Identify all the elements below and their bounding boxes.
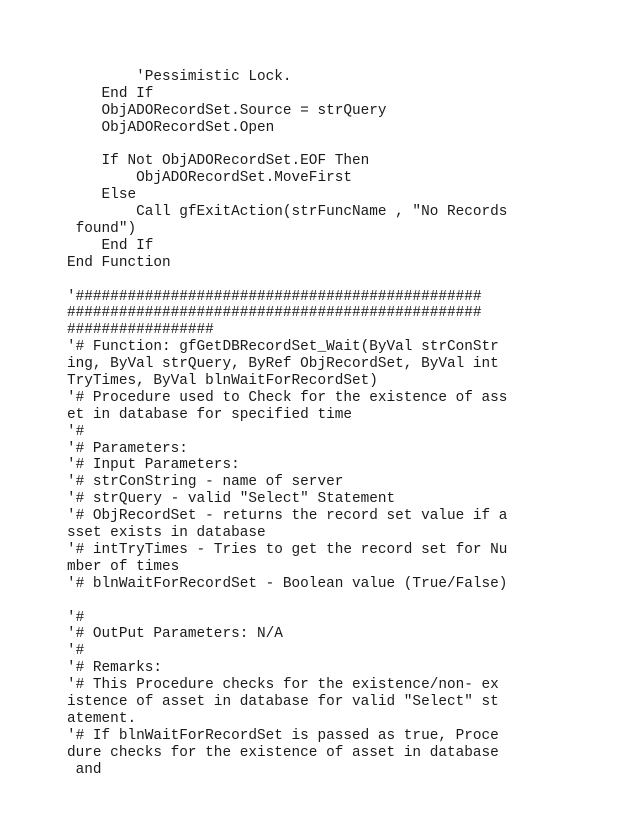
code-line: '# — [67, 423, 85, 440]
code-line: If Not ObjADORecordSet.EOF Then — [67, 153, 370, 170]
code-line: ObjADORecordSet.Source = strQuery — [67, 102, 387, 119]
code-line: '# Function: gfGetDBRecordSet_Wait(ByVal strConStr — [67, 339, 499, 356]
code-line: ing, ByVal strQuery, ByRef ObjRecordSet, ByVal int — [67, 356, 499, 373]
code-line: '# OutPut Parameters: N/A — [67, 626, 283, 643]
code-line: '# intTryTimes - Tries to get the record set for Nu — [67, 541, 508, 558]
code-line: ################################################ — [67, 305, 482, 322]
code-line: found") — [67, 221, 137, 238]
code-line: '# Remarks: — [67, 660, 162, 677]
code-line: '# Procedure used to Check for the existence of ass — [67, 389, 508, 406]
code-line: sset exists in database — [67, 525, 266, 542]
code-line: dure checks for the existence of asset in database — [67, 744, 499, 761]
code-line: End If — [67, 237, 154, 254]
code-line — [67, 137, 638, 154]
code-line: '# If blnWaitForRecordSet is passed as true, Proce — [67, 727, 499, 744]
code-line: Call gfExitAction(strFuncName , "No Records — [67, 204, 508, 221]
code-line: 'Pessimistic Lock. — [67, 69, 292, 85]
code-line: '############################################### — [67, 288, 482, 305]
code-line: '# — [67, 609, 85, 626]
code-line: '# strConString - name of server — [67, 474, 344, 491]
code-line — [67, 272, 638, 289]
code-line: atement. — [67, 710, 137, 727]
code-line: and — [67, 761, 102, 778]
code-line: ################# — [67, 322, 214, 339]
code-line: ObjADORecordSet.MoveFirst — [67, 170, 352, 187]
code-line: '# Input Parameters: — [67, 457, 240, 474]
code-line: Else — [67, 187, 137, 204]
code-line — [67, 593, 638, 610]
code-line: et in database for specified time — [67, 406, 352, 423]
code-line: mber of times — [67, 558, 180, 575]
code-line: End If — [67, 85, 154, 102]
code-line: '# strQuery - valid "Select" Statement — [67, 491, 396, 508]
code-line: '# blnWaitForRecordSet - Boolean value (True/False) — [67, 575, 508, 592]
code-line: '# Parameters: — [67, 440, 188, 457]
code-line: istence of asset in database for valid "Select" st — [67, 693, 499, 710]
code-line: ObjADORecordSet.Open — [67, 119, 275, 136]
code-line: End Function — [67, 254, 171, 271]
code-listing — [0, 69, 638, 778]
code-line: '# This Procedure checks for the existence/non- ex — [67, 677, 499, 694]
code-line: '# ObjRecordSet - returns the record set value if a — [67, 508, 508, 525]
code-line: '# — [67, 643, 85, 660]
code-line: TryTimes, ByVal blnWaitForRecordSet) — [67, 373, 378, 390]
